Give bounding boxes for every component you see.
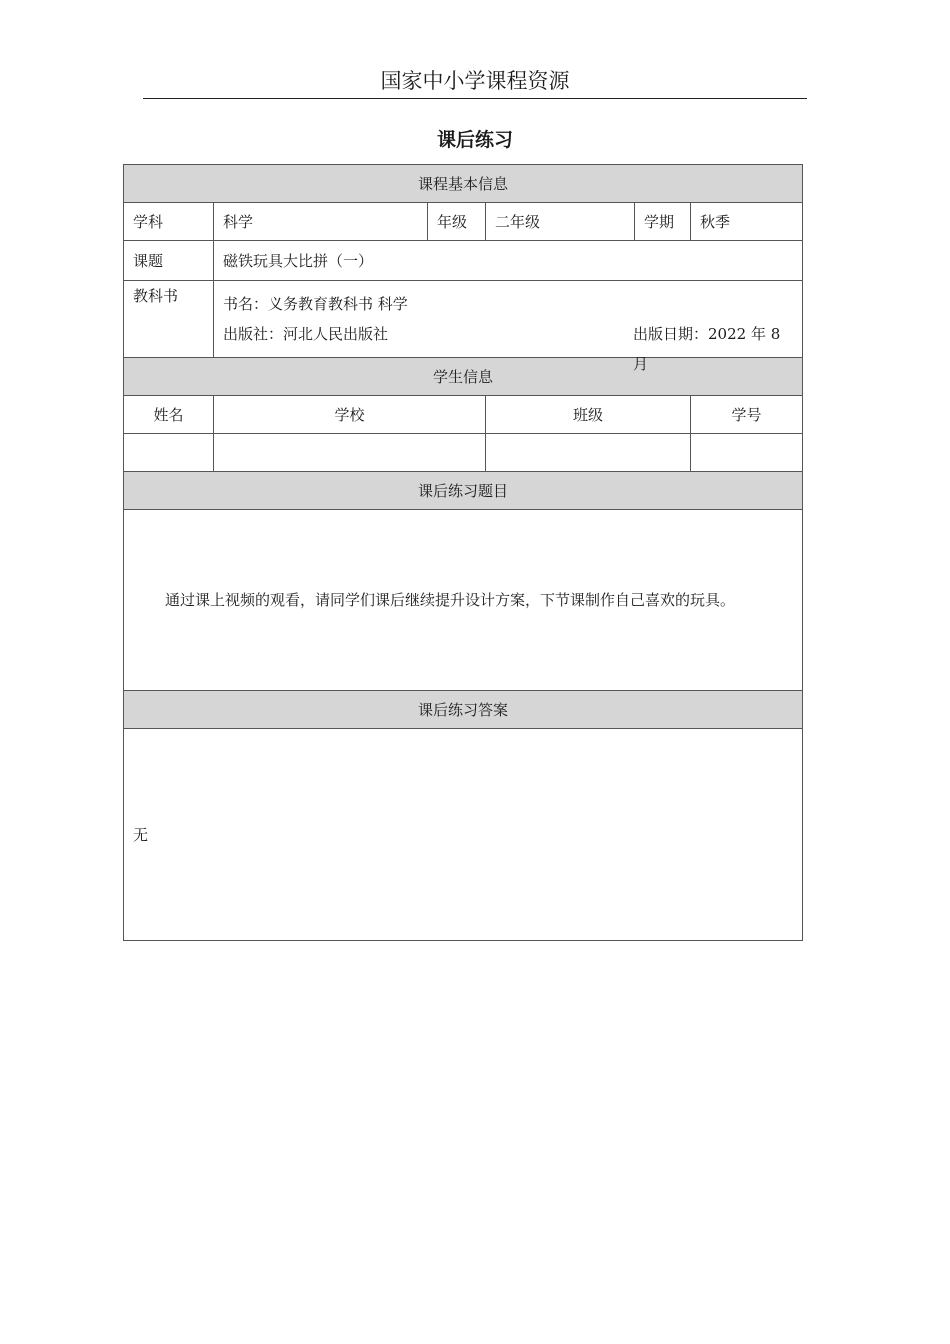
exercise-text: 通过课上视频的观看，请同学们课后继续提升设计方案，下节课制作自己喜欢的玩具。 — [165, 591, 736, 609]
textbook-row — [124, 281, 803, 358]
answer-row — [124, 729, 803, 941]
answer-cell — [124, 729, 803, 941]
exercise-cell — [124, 510, 803, 691]
student-header-class: 班级 — [486, 396, 691, 434]
topic-label: 课题 — [124, 241, 214, 281]
section-row-course-info — [124, 165, 803, 203]
student-school-cell[interactable] — [214, 434, 486, 472]
subject-value: 科学 — [214, 203, 428, 241]
section-title-course-info: 课程基本信息 — [124, 165, 803, 203]
textbook-publish-line — [223, 319, 793, 373]
student-header-school: 学校 — [214, 396, 486, 434]
textbook-info — [214, 281, 803, 373]
exercise-form-table — [123, 164, 803, 941]
topic-row — [124, 241, 803, 281]
section-title-answer: 课后练习答案 — [124, 691, 803, 729]
term-value: 秋季 — [691, 203, 803, 241]
topic-value: 磁铁玩具大比拼（一） — [214, 241, 803, 281]
exercise-row — [124, 510, 803, 691]
section-title-student-info: 学生信息 — [124, 358, 803, 396]
section-row-answer — [124, 691, 803, 729]
subject-label: 学科 — [124, 203, 214, 241]
student-header-name: 姓名 — [124, 396, 214, 434]
student-input-row — [124, 434, 803, 472]
section-row-exercise — [124, 472, 803, 510]
student-class-cell[interactable] — [486, 434, 691, 472]
student-header-row — [124, 396, 803, 434]
textbook-label: 教科书 — [124, 281, 214, 358]
course-meta-row — [124, 203, 803, 241]
document-title: 课后练习 — [436, 129, 513, 151]
textbook-publish-date: 出版日期：2022 年 8 月 — [633, 325, 781, 373]
student-name-cell[interactable] — [124, 434, 214, 472]
student-header-id: 学号 — [691, 396, 803, 434]
textbook-name: 书名：义务教育教科书 科学 — [223, 295, 408, 313]
textbook-publisher: 出版社：河北人民出版社 — [223, 325, 389, 343]
answer-text: 无 — [133, 826, 149, 844]
grade-label: 年级 — [428, 203, 486, 241]
page-header: 国家中小学课程资源 — [143, 64, 807, 99]
term-label: 学期 — [635, 203, 691, 241]
section-title-exercise: 课后练习题目 — [124, 472, 803, 510]
student-id-cell[interactable] — [691, 434, 803, 472]
grade-value: 二年级 — [486, 203, 635, 241]
